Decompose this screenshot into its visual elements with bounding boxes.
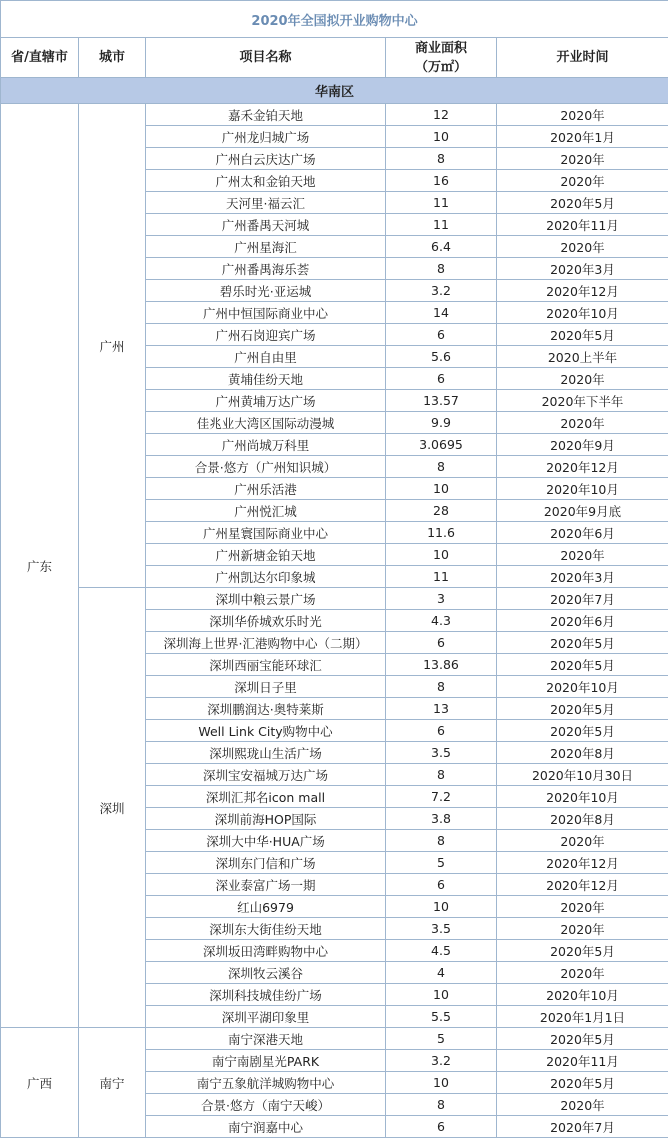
commercial-area: 3.8	[386, 808, 497, 830]
opening-date: 2020年10月	[497, 786, 668, 808]
project-name: 深圳平湖印象里	[146, 1006, 386, 1028]
project-name: 深圳前海HOP国际	[146, 808, 386, 830]
table-body	[1, 104, 668, 1138]
commercial-area: 10	[386, 984, 497, 1006]
project-name: 嘉禾金铂天地	[146, 104, 386, 126]
commercial-area: 8	[386, 1094, 497, 1116]
project-name: 深圳西丽宝能环球汇	[146, 654, 386, 676]
commercial-area: 3.0695	[386, 434, 497, 456]
commercial-area: 4.5	[386, 940, 497, 962]
commercial-area: 5	[386, 852, 497, 874]
commercial-area: 13.86	[386, 654, 497, 676]
province-cell: 广东	[1, 104, 79, 1028]
opening-date: 2020年10月30日	[497, 764, 668, 786]
project-name: 深圳宝安福城万达广场	[146, 764, 386, 786]
commercial-area: 3.5	[386, 918, 497, 940]
header-province: 省/直辖市	[1, 38, 79, 78]
commercial-area: 9.9	[386, 412, 497, 434]
opening-date: 2020年下半年	[497, 390, 668, 412]
project-name: 广州石岗迎宾广场	[146, 324, 386, 346]
project-name: 南宁润嘉中心	[146, 1116, 386, 1138]
opening-date: 2020年5月	[497, 192, 668, 214]
header-area-line1: 商业面积	[415, 41, 467, 56]
commercial-area: 8	[386, 764, 497, 786]
project-name: 深圳东大街佳纷天地	[146, 918, 386, 940]
commercial-area: 13	[386, 698, 497, 720]
commercial-area: 8	[386, 456, 497, 478]
commercial-area: 8	[386, 676, 497, 698]
header-area-line2: （万㎡）	[415, 60, 467, 75]
opening-date: 2020年12月	[497, 280, 668, 302]
commercial-area: 6	[386, 324, 497, 346]
opening-date: 2020上半年	[497, 346, 668, 368]
commercial-area: 10	[386, 544, 497, 566]
project-name: 深圳牧云溪谷	[146, 962, 386, 984]
project-name: 合景·悠方（南宁天峻）	[146, 1094, 386, 1116]
opening-date: 2020年5月	[497, 632, 668, 654]
project-name: 广州尚城万科里	[146, 434, 386, 456]
project-name: 深圳中粮云景广场	[146, 588, 386, 610]
opening-date: 2020年5月	[497, 1072, 668, 1094]
project-name: 广州番禺天河城	[146, 214, 386, 236]
commercial-area: 8	[386, 148, 497, 170]
commercial-area: 6	[386, 720, 497, 742]
header-open-date: 开业时间	[497, 38, 668, 78]
project-name: 深圳坂田湾畔购物中心	[146, 940, 386, 962]
commercial-area: 11	[386, 566, 497, 588]
opening-date: 2020年	[497, 148, 668, 170]
project-name: 广州新塘金铂天地	[146, 544, 386, 566]
opening-date: 2020年	[497, 236, 668, 258]
province-cell: 广西	[1, 1028, 79, 1138]
project-name: 碧乐时光·亚运城	[146, 280, 386, 302]
commercial-area: 6	[386, 874, 497, 896]
header-row	[1, 38, 668, 78]
project-name: 广州悦汇城	[146, 500, 386, 522]
commercial-area: 6	[386, 632, 497, 654]
region-label: 华南区	[1, 78, 668, 104]
header-area	[386, 38, 497, 78]
project-name: 广州太和金铂天地	[146, 170, 386, 192]
project-name: 深圳东门信和广场	[146, 852, 386, 874]
opening-date: 2020年1月	[497, 126, 668, 148]
project-name: 南宁五象航洋城购物中心	[146, 1072, 386, 1094]
opening-date: 2020年7月	[497, 1116, 668, 1138]
commercial-area: 5.5	[386, 1006, 497, 1028]
project-name: 佳兆业大湾区国际动漫城	[146, 412, 386, 434]
opening-date: 2020年3月	[497, 566, 668, 588]
project-name: 深圳海上世界·汇港购物中心（二期）	[146, 632, 386, 654]
project-name: 深圳熙珑山生活广场	[146, 742, 386, 764]
project-name: 广州乐活港	[146, 478, 386, 500]
project-name: 深圳科技城佳纷广场	[146, 984, 386, 1006]
commercial-area: 5.6	[386, 346, 497, 368]
project-name: 南宁南剧星光PARK	[146, 1050, 386, 1072]
opening-date: 2020年1月1日	[497, 1006, 668, 1028]
opening-date: 2020年8月	[497, 808, 668, 830]
opening-date: 2020年	[497, 1094, 668, 1116]
table-row	[1, 1028, 668, 1050]
commercial-area: 12	[386, 104, 497, 126]
opening-date: 2020年	[497, 830, 668, 852]
commercial-area: 4	[386, 962, 497, 984]
opening-date: 2020年	[497, 170, 668, 192]
opening-date: 2020年	[497, 368, 668, 390]
commercial-area: 11.6	[386, 522, 497, 544]
opening-date: 2020年8月	[497, 742, 668, 764]
commercial-area: 3	[386, 588, 497, 610]
project-name: 黄埔佳纷天地	[146, 368, 386, 390]
opening-date: 2020年6月	[497, 610, 668, 632]
project-name: 合景·悠方（广州知识城）	[146, 456, 386, 478]
opening-date: 2020年	[497, 104, 668, 126]
project-name: 天河里·福云汇	[146, 192, 386, 214]
table-title: 2020年全国拟开业购物中心	[1, 1, 668, 38]
opening-date: 2020年5月	[497, 720, 668, 742]
opening-date: 2020年10月	[497, 302, 668, 324]
opening-date: 2020年12月	[497, 874, 668, 896]
opening-date: 2020年	[497, 544, 668, 566]
commercial-area: 16	[386, 170, 497, 192]
project-name: 广州番禺海乐荟	[146, 258, 386, 280]
project-name: 深业泰富广场一期	[146, 874, 386, 896]
header-project: 项目名称	[146, 38, 386, 78]
commercial-area: 10	[386, 478, 497, 500]
opening-date: 2020年5月	[497, 324, 668, 346]
table-title-row	[1, 1, 668, 38]
opening-date: 2020年3月	[497, 258, 668, 280]
city-cell: 深圳	[79, 588, 146, 1028]
project-name: 深圳华侨城欢乐时光	[146, 610, 386, 632]
table-row	[1, 588, 668, 610]
opening-date: 2020年10月	[497, 478, 668, 500]
opening-date: 2020年	[497, 412, 668, 434]
commercial-area: 6	[386, 1116, 497, 1138]
opening-date: 2020年5月	[497, 698, 668, 720]
opening-date: 2020年11月	[497, 214, 668, 236]
project-name: 红山6979	[146, 896, 386, 918]
project-name: 深圳大中华·HUA广场	[146, 830, 386, 852]
commercial-area: 11	[386, 214, 497, 236]
project-name: 广州凯达尔印象城	[146, 566, 386, 588]
commercial-area: 13.57	[386, 390, 497, 412]
region-row	[1, 78, 668, 104]
opening-date: 2020年9月	[497, 434, 668, 456]
project-name: 深圳鹏润达·奥特莱斯	[146, 698, 386, 720]
opening-date: 2020年10月	[497, 984, 668, 1006]
commercial-area: 7.2	[386, 786, 497, 808]
opening-date: 2020年7月	[497, 588, 668, 610]
opening-date: 2020年12月	[497, 456, 668, 478]
opening-date: 2020年5月	[497, 940, 668, 962]
commercial-area: 6	[386, 368, 497, 390]
project-name: 广州白云庆达广场	[146, 148, 386, 170]
city-cell: 南宁	[79, 1028, 146, 1138]
project-name: 广州星海汇	[146, 236, 386, 258]
project-name: 深圳汇邦名icon mall	[146, 786, 386, 808]
opening-date: 2020年11月	[497, 1050, 668, 1072]
commercial-area: 10	[386, 126, 497, 148]
opening-date: 2020年	[497, 918, 668, 940]
commercial-area: 6.4	[386, 236, 497, 258]
commercial-area: 3.2	[386, 1050, 497, 1072]
project-name: Well Link City购物中心	[146, 720, 386, 742]
commercial-area: 8	[386, 830, 497, 852]
commercial-area: 14	[386, 302, 497, 324]
project-name: 广州龙归城广场	[146, 126, 386, 148]
commercial-area: 28	[386, 500, 497, 522]
opening-date: 2020年5月	[497, 654, 668, 676]
city-cell: 广州	[79, 104, 146, 588]
opening-date: 2020年	[497, 896, 668, 918]
project-name: 广州黄埔万达广场	[146, 390, 386, 412]
opening-date: 2020年	[497, 962, 668, 984]
commercial-area: 8	[386, 258, 497, 280]
commercial-area: 3.5	[386, 742, 497, 764]
project-name: 广州中恒国际商业中心	[146, 302, 386, 324]
opening-date: 2020年10月	[497, 676, 668, 698]
project-name: 深圳日子里	[146, 676, 386, 698]
opening-date: 2020年6月	[497, 522, 668, 544]
project-name: 南宁深港天地	[146, 1028, 386, 1050]
opening-date: 2020年9月底	[497, 500, 668, 522]
commercial-area: 3.2	[386, 280, 497, 302]
commercial-area: 4.3	[386, 610, 497, 632]
opening-date: 2020年12月	[497, 852, 668, 874]
header-city: 城市	[79, 38, 146, 78]
commercial-area: 5	[386, 1028, 497, 1050]
table-row	[1, 104, 668, 126]
opening-date: 2020年5月	[497, 1028, 668, 1050]
commercial-area: 10	[386, 1072, 497, 1094]
commercial-area: 11	[386, 192, 497, 214]
commercial-area: 10	[386, 896, 497, 918]
project-name: 广州自由里	[146, 346, 386, 368]
project-name: 广州星寰国际商业中心	[146, 522, 386, 544]
